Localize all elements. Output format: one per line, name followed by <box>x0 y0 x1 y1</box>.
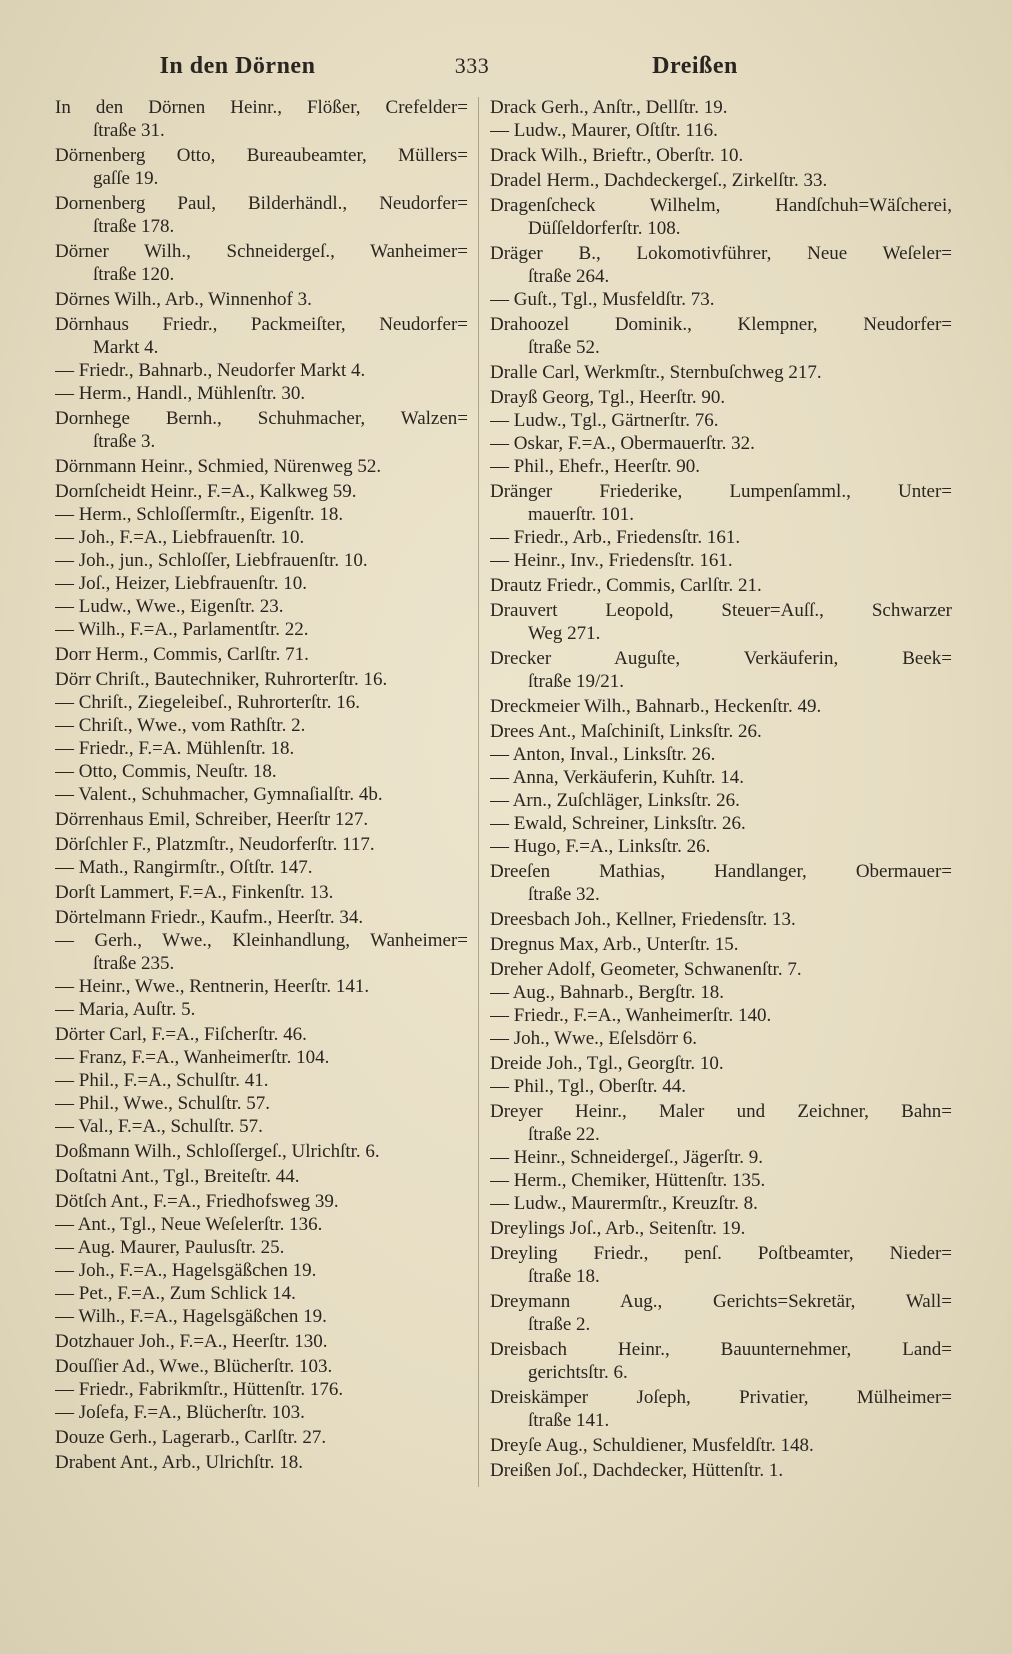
directory-entry <box>55 526 468 549</box>
entry-first-line: Drees Ant., Maſchiniſt, Linksſtr. 26. <box>490 721 762 742</box>
entry-continuation-line: Düſſeldorferſtr. 108. <box>528 218 681 239</box>
entry-first-line: — Hugo, F.=A., Linksſtr. 26. <box>490 836 711 857</box>
entry-first-line: — Wilh., F.=A., Hagelsgäßchen 19. <box>55 1306 327 1327</box>
entry-first-line: — Chriſt., Wwe., vom Rathſtr. 2. <box>55 715 306 736</box>
directory-entry <box>490 1052 952 1075</box>
entry-continuation-line: ſtraße 235. <box>93 953 175 974</box>
entry-first-line: Dreißen Joſ., Dachdecker, Hüttenſtr. 1. <box>490 1460 784 1481</box>
directory-entry <box>55 833 468 856</box>
directory-entry <box>55 1378 468 1401</box>
entry-first-line: — Valent., Schuhmacher, Gymnaſialſtr. 4b. <box>55 784 383 805</box>
directory-entry <box>55 881 468 904</box>
entry-continuation-line: ſtraße 178. <box>93 216 175 237</box>
entry-first-line: Dreiskämper Joſeph, Privatier, Mülheimer= <box>490 1387 952 1408</box>
entry-first-line: — Herm., Schloſſermſtr., Eigenſtr. 18. <box>55 504 344 525</box>
directory-entry <box>490 812 952 835</box>
entry-first-line: Dregnus Max, Arb., Unterſtr. 15. <box>490 934 739 955</box>
entry-continuation-line: ſtraße 52. <box>528 337 600 358</box>
directory-entry <box>490 1169 952 1192</box>
directory-entry <box>55 906 468 929</box>
entry-first-line: — Phil., F.=A., Schulſtr. 41. <box>55 1070 269 1091</box>
directory-entry <box>55 1069 468 1092</box>
column-left <box>55 96 468 1474</box>
directory-entry <box>490 144 952 167</box>
directory-entry <box>490 361 952 384</box>
entry-first-line: Dörtelmann Friedr., Kaufm., Heerſtr. 34. <box>55 907 364 928</box>
entry-first-line: Drahoozel Dominik., Klempner, Neudorfer= <box>490 314 952 335</box>
entry-first-line: — Ludw., Maurermſtr., Kreuzſtr. 8. <box>490 1193 758 1214</box>
directory-entry <box>55 1401 468 1424</box>
directory-entry <box>55 144 468 190</box>
entry-first-line: — Friedr., F.=A. Mühlenſtr. 18. <box>55 738 295 759</box>
column-right <box>490 96 952 1482</box>
directory-entry <box>55 382 468 405</box>
entry-first-line: — Phil., Ehefr., Heerſtr. 90. <box>490 456 701 477</box>
entry-continuation-line: Markt 4. <box>93 337 159 358</box>
directory-entry <box>55 783 468 806</box>
entry-first-line: — Heinr., Inv., Friedensſtr. 161. <box>490 550 733 571</box>
entry-continuation-line: mauerſtr. 101. <box>528 504 635 525</box>
directory-entry <box>55 1236 468 1259</box>
entry-first-line: — Val., F.=A., Schulſtr. 57. <box>55 1116 263 1137</box>
entry-first-line: — Chriſt., Ziegeleibeſ., Ruhrorterſtr. 16. <box>55 692 360 713</box>
directory-entry <box>55 288 468 311</box>
entry-first-line: Dreylings Joſ., Arb., Seitenſtr. 19. <box>490 1218 746 1239</box>
entry-first-line: — Joh., Wwe., Eſelsdörr 6. <box>490 1028 698 1049</box>
entry-continuation-line: ſtraße 141. <box>528 1410 610 1431</box>
entry-first-line: — Pet., F.=A., Zum Schlick 14. <box>55 1283 296 1304</box>
directory-entry <box>55 618 468 641</box>
directory-entry <box>490 695 952 718</box>
entry-first-line: Dörnes Wilh., Arb., Winnenhof 3. <box>55 289 312 310</box>
directory-entry <box>55 668 468 691</box>
entry-first-line: — Guſt., Tgl., Musfeldſtr. 73. <box>490 289 715 310</box>
directory-entry <box>490 860 952 906</box>
directory-entry <box>55 714 468 737</box>
directory-entry <box>55 96 468 142</box>
entry-first-line: — Math., Rangirmſtr., Oſtſtr. 147. <box>55 857 313 878</box>
directory-entry <box>55 572 468 595</box>
entry-first-line: Dörter Carl, F.=A., Fiſcherſtr. 46. <box>55 1024 307 1045</box>
entry-first-line: — Herm., Handl., Mühlenſtr. 30. <box>55 383 306 404</box>
directory-entry <box>55 643 468 666</box>
directory-entry <box>490 313 952 359</box>
entry-first-line: Dornſcheidt Heinr., F.=A., Kalkweg 59. <box>55 481 357 502</box>
directory-entry <box>490 1434 952 1457</box>
directory-entry <box>490 933 952 956</box>
entry-first-line: Dreckmeier Wilh., Bahnarb., Heckenſtr. 49. <box>490 696 822 717</box>
entry-first-line: Drauvert Leopold, Steuer=Auſſ., Schwarzer <box>490 600 952 621</box>
directory-entry <box>490 455 952 478</box>
running-head-right: Dreißen <box>652 53 738 79</box>
directory-entry <box>55 503 468 526</box>
entry-first-line: — Ludw., Maurer, Oſtſtr. 116. <box>490 120 718 141</box>
entry-first-line: Dornenberg Paul, Bilderhändl., Neudorfer= <box>55 193 468 214</box>
entry-first-line: — Aug. Maurer, Paulusſtr. 25. <box>55 1237 285 1258</box>
directory-entry <box>490 119 952 142</box>
directory-entry <box>490 480 952 526</box>
running-head-left: In den Dörnen <box>159 53 316 79</box>
directory-entry <box>490 1192 952 1215</box>
entry-first-line: — Oskar, F.=A., Obermauerſtr. 32. <box>490 433 755 454</box>
entry-first-line: Dreymann Aug., Gerichts=Sekretär, Wall= <box>490 1291 952 1312</box>
entry-first-line: — Anna, Verkäuferin, Kuhſtr. 14. <box>490 767 744 788</box>
directory-entry <box>55 1282 468 1305</box>
entry-continuation-line: ſtraße 18. <box>528 1266 600 1287</box>
directory-entry <box>55 1426 468 1449</box>
entry-first-line: — Anton, Inval., Linksſtr. 26. <box>490 744 716 765</box>
directory-entry <box>55 1305 468 1328</box>
entry-first-line: — Joh., F.=A., Liebfrauenſtr. 10. <box>55 527 305 548</box>
entry-first-line: — Ludw., Tgl., Gärtnerſtr. 76. <box>490 410 719 431</box>
entry-first-line: — Heinr., Wwe., Rentnerin, Heerſtr. 141. <box>55 976 370 997</box>
entry-first-line: Dörnhaus Friedr., Packmeiſter, Neudorfer= <box>55 314 468 335</box>
directory-entry <box>55 1213 468 1236</box>
entry-first-line: Drack Gerh., Anſtr., Dellſtr. 19. <box>490 97 728 118</box>
entry-first-line: Drecker Auguſte, Verkäuferin, Beek= <box>490 648 952 669</box>
directory-entry <box>55 595 468 618</box>
entry-continuation-line: ſtraße 120. <box>93 264 175 285</box>
directory-entry <box>490 432 952 455</box>
entry-first-line: — Joh., jun., Schloſſer, Liebfrauenſtr. 10. <box>55 550 368 571</box>
directory-entry <box>490 981 952 1004</box>
entry-first-line: Dränger Friederike, Lumpenſamml., Unter= <box>490 481 952 502</box>
entry-continuation-line: ſtraße 3. <box>93 431 156 452</box>
entry-first-line: Douſſier Ad., Wwe., Blücherſtr. 103. <box>55 1356 333 1377</box>
directory-entry <box>490 386 952 409</box>
page-number: 333 <box>454 53 490 78</box>
directory-entry <box>490 526 952 549</box>
directory-entry <box>55 407 468 453</box>
entry-first-line: Drack Wilh., Brieftr., Oberſtr. 10. <box>490 145 744 166</box>
entry-first-line: In den Dörnen Heinr., Flößer, Crefelder= <box>55 97 468 118</box>
entry-first-line: — Maria, Auſtr. 5. <box>55 999 196 1020</box>
entry-first-line: Dörnmann Heinr., Schmied, Nürenweg 52. <box>55 456 382 477</box>
entry-first-line: — Ewald, Schreiner, Linksſtr. 26. <box>490 813 746 834</box>
directory-entry <box>55 1023 468 1046</box>
entry-first-line: Dreyling Friedr., penſ. Poſtbeamter, Nieder= <box>490 1243 952 1264</box>
directory-entry <box>55 975 468 998</box>
entry-first-line: Dreide Joh., Tgl., Georgſtr. 10. <box>490 1053 724 1074</box>
entry-first-line: — Arn., Zuſchläger, Linksſtr. 26. <box>490 790 740 811</box>
directory-entry <box>490 1338 952 1384</box>
entry-first-line: Dräger B., Lokomotivführer, Neue Weſeler= <box>490 243 952 264</box>
directory-entry <box>55 691 468 714</box>
entry-first-line: Dreeſen Mathias, Handlanger, Obermauer= <box>490 861 952 882</box>
entry-first-line: — Phil., Wwe., Schulſtr. 57. <box>55 1093 270 1114</box>
directory-entry <box>490 743 952 766</box>
directory-entry <box>490 1146 952 1169</box>
entry-first-line: Dreher Adolf, Geometer, Schwanenſtr. 7. <box>490 959 802 980</box>
entry-first-line: — Joh., F.=A., Hagelsgäßchen 19. <box>55 1260 317 1281</box>
entry-first-line: — Friedr., Fabrikmſtr., Hüttenſtr. 176. <box>55 1379 344 1400</box>
directory-entry <box>55 549 468 572</box>
directory-entry <box>55 1115 468 1138</box>
directory-entry <box>490 1100 952 1146</box>
entry-first-line: Doſtatni Ant., Tgl., Breiteſtr. 44. <box>55 1166 300 1187</box>
directory-entry <box>490 169 952 192</box>
directory-entry <box>55 808 468 831</box>
directory-entry <box>490 1242 952 1288</box>
directory-entry <box>55 313 468 359</box>
directory-entry <box>490 1217 952 1240</box>
directory-entry <box>490 242 952 288</box>
entry-first-line: Dörſchler F., Platzmſtr., Neudorferſtr. 117. <box>55 834 375 855</box>
entry-first-line: — Joſ., Heizer, Liebfrauenſtr. 10. <box>55 573 307 594</box>
directory-entry <box>55 1330 468 1353</box>
directory-entry <box>490 1386 952 1432</box>
entry-first-line: Drabent Ant., Arb., Ulrichſtr. 18. <box>55 1452 304 1473</box>
directory-entry <box>490 194 952 240</box>
entry-first-line: — Friedr., Bahnarb., Neudorfer Markt 4. <box>55 360 366 381</box>
entry-continuation-line: ſtraße 32. <box>528 884 600 905</box>
directory-entry <box>490 1290 952 1336</box>
entry-first-line: — Herm., Chemiker, Hüttenſtr. 135. <box>490 1170 766 1191</box>
entry-first-line: Dörr Chriſt., Bautechniker, Ruhrorterſtr. 16. <box>55 669 388 690</box>
directory-entry <box>55 1092 468 1115</box>
entry-first-line: — Wilh., F.=A., Parlamentſtr. 22. <box>55 619 309 640</box>
entry-first-line: Drautz Friedr., Commis, Carlſtr. 21. <box>490 575 762 596</box>
entry-first-line: Dreyſe Aug., Schuldiener, Musfeldſtr. 148. <box>490 1435 814 1456</box>
directory-entry <box>55 856 468 879</box>
entry-continuation-line: ſtraße 19/21. <box>528 671 625 692</box>
entry-first-line: Dotzhauer Joh., F.=A., Heerſtr. 130. <box>55 1331 328 1352</box>
directory-entry <box>55 455 468 478</box>
entry-first-line: Dorr Herm., Commis, Carlſtr. 71. <box>55 644 309 665</box>
entry-first-line: — Heinr., Schneidergeſ., Jägerſtr. 9. <box>490 1147 763 1168</box>
entry-first-line: Dörnenberg Otto, Bureaubeamter, Müllers= <box>55 145 468 166</box>
entry-continuation-line: ſtraße 22. <box>528 1124 600 1145</box>
entry-first-line: Douze Gerh., Lagerarb., Carlſtr. 27. <box>55 1427 327 1448</box>
entry-first-line: Dradel Herm., Dachdeckergeſ., Zirkelſtr. 33. <box>490 170 828 191</box>
entry-first-line: Drayß Georg, Tgl., Heerſtr. 90. <box>490 387 726 408</box>
entry-first-line: — Ludw., Wwe., Eigenſtr. 23. <box>55 596 284 617</box>
entry-continuation-line: gaſſe 19. <box>93 168 159 189</box>
column-divider <box>478 97 479 1487</box>
directory-entry <box>490 958 952 981</box>
directory-entry <box>490 1459 952 1482</box>
directory-entry <box>490 288 952 311</box>
directory-entry <box>490 1027 952 1050</box>
directory-entry <box>490 720 952 743</box>
directory-entry <box>55 737 468 760</box>
entry-continuation-line: ſtraße 2. <box>528 1314 591 1335</box>
directory-entry <box>490 599 952 645</box>
entry-first-line: Dralle Carl, Werkmſtr., Sternbuſchweg 217. <box>490 362 822 383</box>
directory-entry <box>490 908 952 931</box>
directory-entry <box>490 96 952 119</box>
entry-first-line: — Ant., Tgl., Neue Weſelerſtr. 136. <box>55 1214 323 1235</box>
directory-entry <box>55 1259 468 1282</box>
entry-first-line: Dragenſcheck Wilhelm, Handſchuh=Wäſcherei, <box>490 195 952 216</box>
entry-first-line: — Friedr., Arb., Friedensſtr. 161. <box>490 527 741 548</box>
directory-entry <box>55 1046 468 1069</box>
directory-entry <box>55 760 468 783</box>
entry-first-line: Dreesbach Joh., Kellner, Friedensſtr. 13. <box>490 909 796 930</box>
entry-first-line: — Gerh., Wwe., Kleinhandlung, Wanheimer= <box>55 930 468 951</box>
directory-entry <box>490 789 952 812</box>
entry-first-line: Dörrenhaus Emil, Schreiber, Heerſtr 127. <box>55 809 369 830</box>
directory-entry <box>490 647 952 693</box>
entry-first-line: Dornhege Bernh., Schuhmacher, Walzen= <box>55 408 468 429</box>
entry-continuation-line: ſtraße 264. <box>528 266 610 287</box>
directory-entry <box>490 766 952 789</box>
entry-first-line: — Franz, F.=A., Wanheimerſtr. 104. <box>55 1047 330 1068</box>
entry-first-line: Dreisbach Heinr., Bauunternehmer, Land= <box>490 1339 952 1360</box>
directory-entry <box>55 1140 468 1163</box>
entry-continuation-line: Weg 271. <box>528 623 601 644</box>
directory-entry <box>490 1075 952 1098</box>
entry-first-line: — Otto, Commis, Neuſtr. 18. <box>55 761 277 782</box>
directory-entry <box>490 835 952 858</box>
entry-first-line: — Joſefa, F.=A., Blücherſtr. 103. <box>55 1402 305 1423</box>
entry-first-line: — Friedr., F.=A., Wanheimerſtr. 140. <box>490 1005 772 1026</box>
directory-entry <box>55 929 468 975</box>
directory-entry <box>490 574 952 597</box>
directory-entry <box>55 192 468 238</box>
directory-entry <box>55 1355 468 1378</box>
directory-entry <box>55 1165 468 1188</box>
entry-first-line: — Aug., Bahnarb., Bergſtr. 18. <box>490 982 724 1003</box>
entry-first-line: Dötſch Ant., F.=A., Friedhofsweg 39. <box>55 1191 339 1212</box>
entry-continuation-line: ſtraße 31. <box>93 120 165 141</box>
entry-first-line: Doßmann Wilh., Schloſſergeſ., Ulrichſtr. 6. <box>55 1141 380 1162</box>
directory-entry <box>55 1451 468 1474</box>
entry-continuation-line: gerichtsſtr. 6. <box>528 1362 628 1383</box>
directory-entry <box>55 240 468 286</box>
entry-first-line: Dorſt Lammert, F.=A., Finkenſtr. 13. <box>55 882 334 903</box>
entry-first-line: Dörner Wilh., Schneidergeſ., Wanheimer= <box>55 241 468 262</box>
entry-first-line: Dreyer Heinr., Maler und Zeichner, Bahn= <box>490 1101 952 1122</box>
directory-entry <box>55 359 468 382</box>
directory-entry <box>55 480 468 503</box>
directory-entry <box>490 549 952 572</box>
directory-entry <box>490 409 952 432</box>
directory-entry <box>490 1004 952 1027</box>
directory-entry <box>55 1190 468 1213</box>
directory-entry <box>55 998 468 1021</box>
entry-first-line: — Phil., Tgl., Oberſtr. 44. <box>490 1076 686 1097</box>
